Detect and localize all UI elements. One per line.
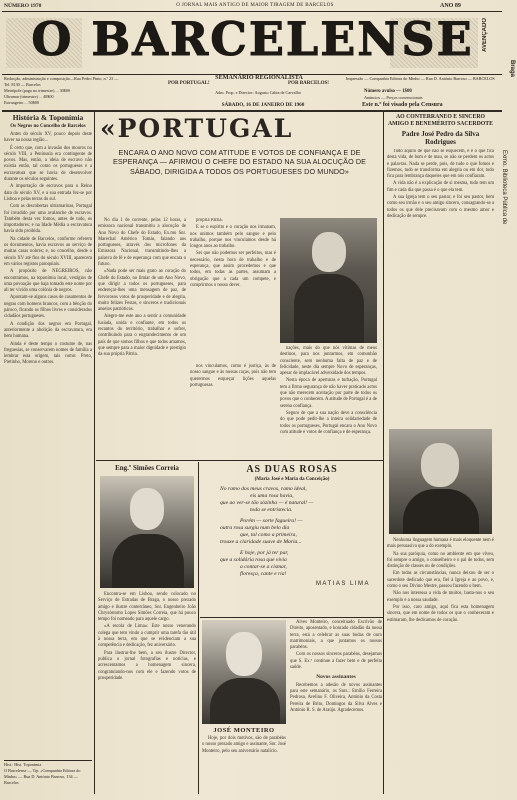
right-article-title: AO CONTERRANEO E SINCERO AMIGO E BENEMÉRITO SACERDOTE xyxy=(387,114,494,127)
poem-line: a contar-se a cismar, xyxy=(240,564,287,570)
simoes-photo xyxy=(100,476,194,588)
poem-author: MATIAS LIMA xyxy=(315,581,370,587)
lead-col-1 xyxy=(98,218,186,360)
paragraph: Ainda é deste tempo o costume de, nas freguesias, se conservarem nomes de família a lembrar esta origem, tais como: Preto, Pretinho, Moreno e outros. xyxy=(4,341,92,366)
year-number: ANO 89 xyxy=(440,3,461,9)
paragraph: A sua Igreja tem o seu pastor, e foi seu pastor, bem como seu irmão e o seu amigo sincero, consagrando-se a todos os que dele precisavam com o mesmo amor e dedicação de sempre. xyxy=(387,195,494,219)
admin-info: Redacção, administração e composição—Rua Pedro Pinto, n.º 23 — Tel. 8130 — Barcelos xyxy=(4,76,119,87)
poem-body xyxy=(202,486,382,578)
paragraph: Com os nossos sinceros parabéns, desejamos que S. Ex.ª continue a fazer bem e de perfeita saúde. xyxy=(290,652,382,671)
priest-photo xyxy=(389,429,492,534)
simoes-article xyxy=(98,464,196,794)
left-article-title: História & Toponímia xyxy=(12,113,84,122)
left-article xyxy=(4,114,92,774)
paragraph: própria Pátria. xyxy=(196,218,223,223)
top-tagline: O JORNAL MAIS ANTIGO DE MAIOR TIRAGEM DE BARCELOS xyxy=(176,3,334,8)
paragraph: nações, mais do que nós vítimas de meus destinos, para nos juntarmos, em comunhão consciente, sem nenhuma falta de paz e de felicidade, neste dia sempre Novo de esperanças, apesar de implacável adversidade dos tempos. xyxy=(280,346,377,377)
lead-headline: «PORTUGAL xyxy=(100,114,294,143)
paragraph: Para ilustrar-lhe bem, a seu ilustre Director, publica o jornal fotografias e notícias, e acrescentamos a homenagem sincera, congratulando-nos com ele e fazendo votos de prosperidade. xyxy=(98,650,196,681)
poem-dedication: (Maria José e Maria da Conceição) xyxy=(254,477,330,482)
poem-line: E hoje, por já ter par, xyxy=(240,550,289,556)
paragraph: Hoje, por dois motivos, são de parabéns o nosso prezado amigo e assinante, Snr. José Monteiro, pelo seu aniversário natalício. xyxy=(202,736,286,754)
paragraph: nos vinculamos, como é justiça, às de nosso sangue e às nossas raças, pois não tem querermos esqueçar lições aquelas portuguesas. xyxy=(190,364,276,388)
jose-article xyxy=(202,620,382,794)
paragraph: Tudo aquilo de que não se esquecem, e é o que fica desta vida, de bom e de mau, se não se perdem os actos e palavras. Nada se perde, pois, de tudo o que fomos e fizemos, tudo se transforma em alegria ou em dor, tudo fica para lembrança daqueles que em nós confiaram. xyxy=(387,149,494,180)
torso-shape xyxy=(112,534,184,588)
paragraph: Seguro de que a sua nação deve a consciência do que pode pedir-lhe a inteira solidariedade de todos os portugueses, Portugal encara o Ano Novo com atitude e votos de confiança e de esperança. xyxy=(280,410,377,435)
left-footer-label: Hist.: Hist. Toponímia xyxy=(4,762,42,767)
jose-caption: JOSÉ MONTEIRO xyxy=(213,727,275,734)
poem-line: Porém — sorte fagueira! — xyxy=(240,518,303,524)
paragraph: Por isso, caro amigo, aqui fica esta homenagem sincera, que em nome de todos os que o conheceram e estimaram, lhe dedicamos de coração. xyxy=(387,604,494,623)
president-photo xyxy=(280,218,377,343)
subscription-line: Metrópole (paga no trimestre) ... 30$00 xyxy=(4,88,71,93)
paragraph: A condição dos negros em Portugal, anteriormente a abolição da escravatura, era bem humana. xyxy=(4,321,92,340)
paragraph: Antes do século XV, pouco depois deste haver na nossa região... xyxy=(4,132,92,144)
left-footer-note: O Barcelense — Tip. «Companhia Editora do Minho» — Rua D. António Barroso, 134 — Barcelos xyxy=(4,768,81,785)
right-article-body xyxy=(387,149,494,417)
paragraph: Alegro-me este ano a sentir a comunidade lusíada, unida e confiante, em todos os recantos do território, trabalhar e sofrer, contribuindo para o engrandecimento de um país de que somos filhos e que todos amamos, que sempre para a maior dignidade e prestígio da sua própria Pátria. xyxy=(98,314,186,358)
paragraph: A importação de escravos para o Reino data do século XV, e a sua entrada fez-se por Lisboa e pelas terras do sul. xyxy=(4,184,92,202)
motto-left: POR PORTUGAL! xyxy=(168,81,210,86)
paragraph: «Nada pode ser mais grato ao coração do Chefe do Estado, no limiar de um Ano Novo, que dirigir a todos os portugueses, para endereçar-lhes uma mensagem de paz, de fervorosos votos de prosperidade e de alegria, muito felizes Festas, e sinceros e tradicionais anseios patrióticos. xyxy=(98,269,186,313)
torso-shape xyxy=(403,489,479,534)
printer-info: Impressão — Companhia Editora do Minho — Rua D. António Barroso — BARCELOS xyxy=(346,76,495,81)
price: Número avulso — 1$00 xyxy=(364,89,412,94)
paragraph: Alves Monteiro, conceituado Escrivão de Direito, aposentado, e honrado cidadão da nossa terra, está a celebrar as suas bodas de ouro matrimoniais, a que juntamos os nossos parabéns. xyxy=(290,620,382,651)
left-article-subtitle: Os Negros no Concelho de Barcelos xyxy=(10,124,86,129)
ads-note: Anúncios — Preços convencionais xyxy=(364,95,423,100)
censorship-notice: Este n.º foi visado pela Censura xyxy=(362,102,443,108)
right-article-name: Padre José Pedro da Silva Rodrigues xyxy=(401,130,480,146)
poem-line: eis uma rosa havia, xyxy=(250,493,294,499)
subscription-line: Estrangeiro ... 50$00 xyxy=(4,100,40,105)
paragraph: Sei que não podemos ser perfeitos, mas é necessário, nesta hora de trabalho e de esperança, que assim procedemos e que todos, em todas as partes, assumam a obrigação que a cada um compete, e cumprirmos o nosso dever. xyxy=(190,251,276,288)
paragraph: Recebemos a adesão de novos assinantes para este semanário, os Snrs.: Emílio Ferreira Pedrosa, Avelino F. Oliveira, António da Costa Pereira de Brito, Domingos da Silva Alves e António R. S. de Araújo. Agradecemos. xyxy=(290,682,382,713)
paragraph: Apontam-se alguns casos de casamentos de negras com homens brancos, com a bênção do pároco, ficando os filhos livres e considerados cidadãos portugueses. xyxy=(4,295,92,320)
face-shape xyxy=(312,232,346,272)
issue-date: SÁBADO, 16 DE JANEIRO DE 1960 xyxy=(221,102,305,108)
poem-line: que a solidária rosa que vivia xyxy=(220,557,287,563)
paragraph: No dia 1 de corrente, pelas 12 horas, a emissora nacional transmitiu a alocução de Ano Novo do Chefe do Estado, Ex.mo Snr. Marechal Américo Tomás, falando aos portugueses, através dos microfones da Emissora Nacional, transmitindo-lhes a palavra de fé e de esperança com que encara o futuro. xyxy=(98,218,186,268)
simoes-body xyxy=(98,592,196,683)
torso-shape xyxy=(210,678,280,724)
subscriptions xyxy=(4,88,139,106)
left-article-body xyxy=(4,132,92,367)
editor-info: Adm. Prop. e Director: Augusto Cabia de Carvalho xyxy=(215,90,301,95)
paragraph: Nenhuma linguagem humana é mais eloquente nem é mais persuasiva que a do exemplo. xyxy=(387,538,494,550)
jose-col-a xyxy=(290,620,382,715)
poem-block xyxy=(202,464,382,616)
avencado-label: AVENÇADO xyxy=(482,18,488,52)
masthead-subtitle: SEMANÁRIO REGIONALISTA xyxy=(215,74,303,81)
paragraph: Na cidade de Barcelos, conforme referem os documentos, havia escravos ao serviço de muitas casas nobres; e, no concelho, desde o século XV até fins do século XVIII, aparecem em vários registos paroquiais. xyxy=(4,236,92,267)
paragraph: Em todas as circunstâncias, nunca deixou de ser o sacerdote dedicado que era, fiel à Igreja e ao povo, e, como o seu Divino Mestre, passou fazendo o bem. xyxy=(387,571,494,590)
issue-number: NÚMERO 1970 xyxy=(4,3,42,9)
simoes-title: Eng.º Simões Correia xyxy=(115,464,179,472)
paragraph: Na sua paróquia, como no ambiente em que viveu, foi sempre o amigo, o conselheiro e o pai de todos, sem distinção de classes ou de condições. xyxy=(387,551,494,570)
address-label-2: Braga xyxy=(509,60,515,78)
lead-col-2b xyxy=(190,364,276,390)
poem-line: No ramo dos meus cravos, ramo ideal, xyxy=(220,486,307,492)
motto-right: POR BARCELOS! xyxy=(288,81,329,86)
torso-shape xyxy=(294,274,364,343)
masthead xyxy=(0,12,505,74)
subscription-line: Ultramar (trimestre) ... 40$00 xyxy=(4,94,54,99)
paragraph: Nesta época de aperturas e turbação, Portugal tem a firma segurança de não haver praticado actos que não merecem aceitação por parte de todos os povos que o conhecem. A atitude de Portugal é a de serena confiança. xyxy=(280,378,377,409)
face-shape xyxy=(421,443,459,487)
new-subscribers-title: Novos assinantes xyxy=(316,674,356,681)
face-shape xyxy=(130,488,164,530)
paragraph: Com as descobertas ultramarinas, Portugal foi invadido por uma avalanche de escravos. Também desta vez fomos, antes de tudo, os importadores; e na Idade Média a escravatura havia sido proibida. xyxy=(4,204,92,235)
lead-deck: ENCARA O ANO NOVO COM ATITUDE E VOTOS DE CONFIANÇA E DE ESPERANÇA — AFIRMOU O CHEFE DO ESTADO NA SUA ALOCUÇÃO DE SÁBADO, DIRIGIDA A TODOS OS PORTUGUESES DO MUNDO» xyxy=(112,148,367,176)
poem-line: que ao ver-se tão sòzinha — é natural! — xyxy=(220,500,314,506)
paragraph: É certo que, com a invasão dos mouros no século VIII, a Península era contingente de povos. Mas, então, a ideia de escravo não existia então, tal como os portugueses e a escravatura que se havia de desenvolver durante os séculos seguintes. xyxy=(4,145,92,183)
poem-line: toda se entristecia. xyxy=(250,507,293,513)
paragraph: A vida não é a explicação de si mesma, tudo tem um fim e cada dia que passa é o que ela tem. xyxy=(387,181,494,193)
face-shape xyxy=(226,632,262,676)
lead-col-3 xyxy=(280,346,377,437)
paragraph: «A escola de Lima»: Este nosso venerando colega que tem vindo a cumprir uma tarefa tão útil à nossa terra, em que se evidenciam a sua competência e dedicação, fez aniversário. xyxy=(98,624,196,649)
poem-line: outra rosa surgiu num belo dia xyxy=(220,525,290,531)
right-article-body-2 xyxy=(387,538,494,625)
poem-line: que, tal como a primeira, xyxy=(240,532,297,538)
paragraph: E se o espírito e o coração nos irmanam, nos unimos também pelo sangue e pelo trabalho, porque nos vinculamos desde há longos anos ao trabalho. xyxy=(190,225,276,250)
lead-article xyxy=(98,114,381,459)
left-footer xyxy=(4,760,92,786)
address-label-1: Exmo. Biblioteca Pública de xyxy=(501,150,507,225)
poem-title: AS DUAS ROSAS xyxy=(246,464,338,475)
poem-line: floresça, cante e ria! xyxy=(240,571,287,577)
paragraph: Encontra-se em Lisboa, sendo colocado no Serviço de Estradas de Braga, o nosso prezado amigo e ilustre conterrâneo, Snr. Engenheiro João Chrysóstomo Lopes Simões Correia, que há pouco tempo foi nomeado para aquele cargo. xyxy=(98,592,196,623)
paragraph: A propósito de NEGREIROS, não encontrámos, na toponímia local, vestígios de uma povoação que haja tomado este nome por ali ter vivido uma colónia de negros. xyxy=(4,269,92,294)
jose-photo xyxy=(202,620,286,724)
jose-text xyxy=(202,736,286,756)
right-article xyxy=(387,114,494,794)
paragraph: Não nos interessa a vida de muitos, basta-nos o seu exemplo e a nossa saudade. xyxy=(387,591,494,603)
masthead-title: O BARCELENSE xyxy=(31,12,474,66)
lead-col-2 xyxy=(190,218,276,358)
poem-line: trouxe a claridade suave de Maria... xyxy=(220,539,302,545)
